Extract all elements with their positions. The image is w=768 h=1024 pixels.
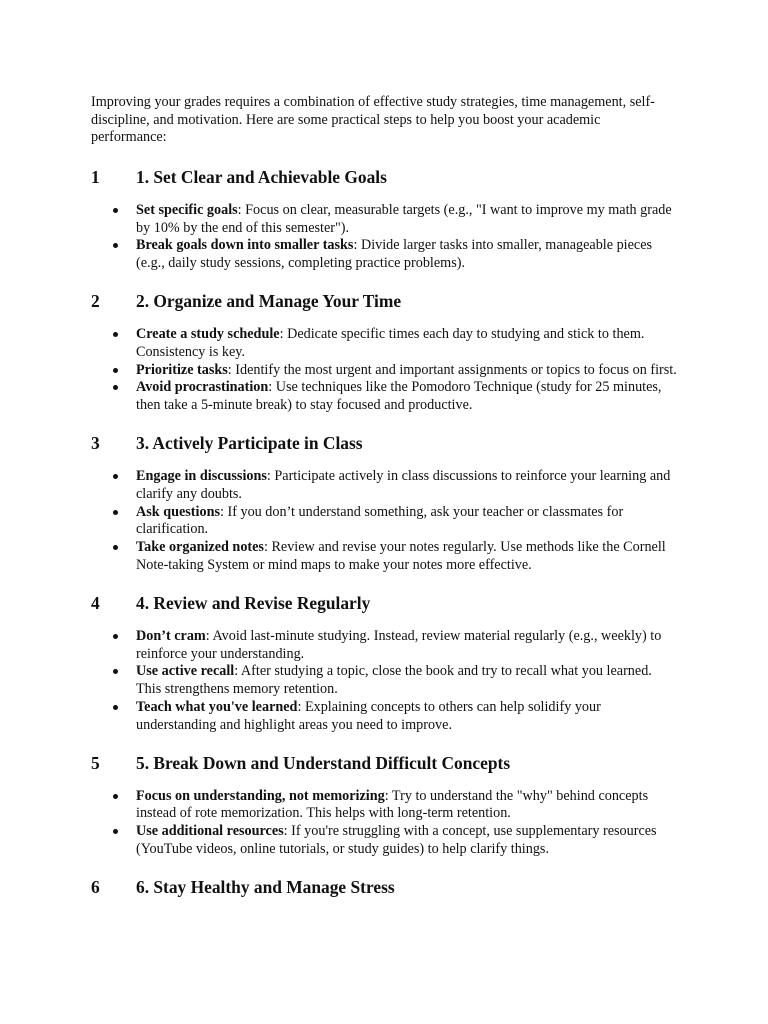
bullet-text: : Use techniques like the Pomodoro Technique (study for 25 minutes, then take a 5-minute break) to stay focused and productive. bbox=[136, 379, 662, 414]
bullet-text: : Divide larger tasks into smaller, manageable pieces (e.g., daily study sessions, completing practice problems). bbox=[136, 237, 653, 272]
bullet-term: Break goals down into smaller tasks bbox=[136, 237, 354, 254]
section-heading bbox=[91, 592, 678, 614]
section-title: 2. Organize and Manage Your Time bbox=[136, 290, 402, 311]
bullet-list bbox=[91, 788, 678, 859]
list-item bbox=[91, 468, 678, 504]
list-item bbox=[91, 379, 678, 415]
list-item bbox=[91, 699, 678, 735]
bullet-text: : If you don’t understand something, ask your teacher or classmates for clarification. bbox=[136, 503, 624, 538]
bullet-dot-icon bbox=[113, 208, 118, 213]
bullet-list bbox=[91, 326, 678, 415]
section-heading bbox=[91, 876, 678, 898]
section-title: 6. Stay Healthy and Manage Stress bbox=[136, 876, 395, 897]
bullet-term: Create a study schedule bbox=[136, 325, 280, 342]
bullet-term: Engage in discussions bbox=[136, 467, 267, 484]
bullet-dot-icon bbox=[113, 669, 118, 674]
section-title: 1. Set Clear and Achievable Goals bbox=[136, 166, 387, 187]
bullet-term: Use additional resources bbox=[136, 823, 284, 840]
bullet-dot-icon bbox=[113, 332, 118, 337]
bullet-dot-icon bbox=[113, 510, 118, 515]
bullet-dot-icon bbox=[113, 794, 118, 799]
list-item bbox=[91, 326, 678, 362]
section-heading bbox=[91, 752, 678, 774]
list-item bbox=[91, 504, 678, 540]
list-item bbox=[91, 362, 678, 380]
bullet-list bbox=[91, 202, 678, 273]
bullet-term: Set specific goals bbox=[136, 201, 238, 218]
section-title: 3. Actively Participate in Class bbox=[136, 432, 363, 453]
section-title: 5. Break Down and Understand Difficult Concepts bbox=[136, 752, 511, 773]
section-number: 3 bbox=[91, 432, 100, 453]
bullet-term: Use active recall bbox=[136, 663, 235, 680]
bullet-text: : If you're struggling with a concept, use supplementary resources (YouTube videos, online tutorials, or study guides) to help clarify things. bbox=[136, 823, 657, 857]
section-number: 5 bbox=[91, 752, 100, 773]
sections-container bbox=[91, 166, 678, 898]
bullet-term: Prioritize tasks bbox=[136, 361, 228, 378]
bullet-dot-icon bbox=[113, 634, 118, 639]
list-item bbox=[91, 663, 678, 699]
section-heading bbox=[91, 290, 678, 312]
bullet-term: Avoid procrastination bbox=[136, 379, 269, 396]
bullet-text: : Participate actively in class discussions to reinforce your learning and clarify any doubts. bbox=[136, 467, 671, 502]
list-item bbox=[91, 539, 678, 575]
bullet-dot-icon bbox=[113, 545, 118, 550]
bullet-dot-icon bbox=[113, 705, 118, 710]
bullet-term: Don’t cram bbox=[136, 627, 206, 644]
bullet-dot-icon bbox=[113, 368, 118, 373]
bullet-text: : Explaining concepts to others can help solidify your understanding and highlight areas you need to improve. bbox=[136, 698, 601, 733]
list-item bbox=[91, 237, 678, 273]
bullet-text: : Focus on clear, measurable targets (e.g., "I want to improve my math grade by 10% by the end of this semester"). bbox=[136, 201, 672, 236]
section-number: 4 bbox=[91, 592, 100, 613]
bullet-dot-icon bbox=[113, 829, 118, 834]
section-heading bbox=[91, 166, 678, 188]
intro-paragraph: Improving your grades requires a combination of effective study strategies, time management, self-discipline, and motivation. Here are some practical steps to help you boost your academic performance: bbox=[91, 94, 655, 146]
bullet-term: Ask questions bbox=[136, 503, 220, 520]
bullet-term: Teach what you've learned bbox=[136, 698, 298, 715]
bullet-text: : Avoid last-minute studying. Instead, review material regularly (e.g., weekly) to reinforce your understanding. bbox=[136, 627, 662, 662]
bullet-text: : Dedicate specific times each day to studying and stick to them. Consistency is key. bbox=[136, 325, 645, 360]
bullet-text: : Review and revise your notes regularly. Use methods like the Cornell Note-taking System or mind maps to make your notes more effective. bbox=[136, 539, 666, 573]
bullet-dot-icon bbox=[113, 385, 118, 390]
list-item bbox=[91, 202, 678, 238]
bullet-dot-icon bbox=[113, 474, 118, 479]
bullet-text: : After studying a topic, close the book and try to recall what you learned. This strengthens memory retention. bbox=[136, 663, 652, 698]
bullet-term: Focus on understanding, not memorizing bbox=[136, 787, 385, 804]
section-number: 6 bbox=[91, 876, 100, 897]
bullet-list bbox=[91, 628, 678, 735]
list-item bbox=[91, 788, 678, 824]
section-title: 4. Review and Revise Regularly bbox=[136, 592, 371, 613]
section-number: 1 bbox=[91, 166, 100, 187]
bullet-list bbox=[91, 468, 678, 575]
section-number: 2 bbox=[91, 290, 100, 311]
bullet-text: : Identify the most urgent and important assignments or topics to focus on first. bbox=[227, 361, 677, 378]
list-item bbox=[91, 823, 678, 859]
bullet-term: Take organized notes bbox=[136, 539, 264, 556]
list-item bbox=[91, 628, 678, 664]
bullet-dot-icon bbox=[113, 243, 118, 248]
section-heading bbox=[91, 432, 678, 454]
bullet-text: : Try to understand the "why" behind concepts instead of rote memorization. This helps with long-term retention. bbox=[136, 787, 649, 822]
